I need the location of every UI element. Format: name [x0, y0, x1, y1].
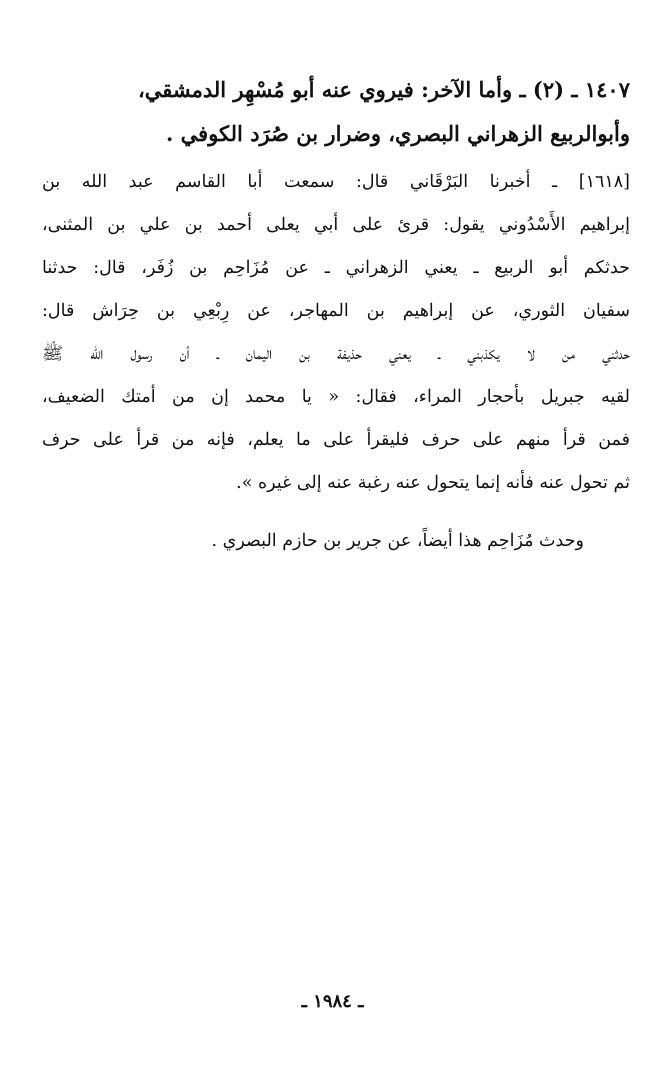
body-line: ثم تحول عنه فأنه إنما يتحول عنه رغبة عنه إلى غيره ». — [236, 473, 630, 493]
body-line: إبراهيم الأَسْدُوني يقول: قرئ على أبي يعلى أحمد بن علي بن المثنى، — [42, 215, 630, 235]
body-line: حدثني من لا يكذبني ـ يعني حذيفة بن اليمان ـ أن رسول الله ﷺ — [42, 344, 630, 364]
body-line: [١٦١٨] ـ أخبرنا البَرْقَاني قال: سمعت أبا القاسم عبد الله بن — [42, 172, 630, 192]
entry-heading-line-1: ١٤٠٧ ـ (٢) ـ وأما الآخر: فيروي عنه أبو مُسْهِر الدمشقي، — [137, 77, 630, 102]
entry-heading-line-2: وأبوالربيع الزهراني البصري، وضرار بن صُرَد الكوفي . — [166, 121, 630, 146]
body-line: سفيان الثوري، عن إبراهيم بن المهاجر، عن رِبْعِي بن حِرَاش قال: — [42, 301, 630, 321]
closing-line: وحدث مُزَاحِم هذا أيضاً، عن جرير بن حازم البصري . — [211, 531, 584, 551]
body-line: لقيه جبريل بأحجار المراء، فقال: « يا محمد إن من أمتك الضعيف، — [42, 387, 630, 407]
body-line: حدثكم أبو الربيع ـ يعني الزهراني ـ عن مُزَاحِم بن زُفَر، قال: حدثنا — [42, 258, 630, 278]
body-line: فمن قرأ منهم على حرف فليقرأ على ما يعلم، فإنه من قرأ على حرف — [42, 430, 630, 450]
page-number: ـ ١٩٨٤ ـ — [301, 991, 364, 1012]
